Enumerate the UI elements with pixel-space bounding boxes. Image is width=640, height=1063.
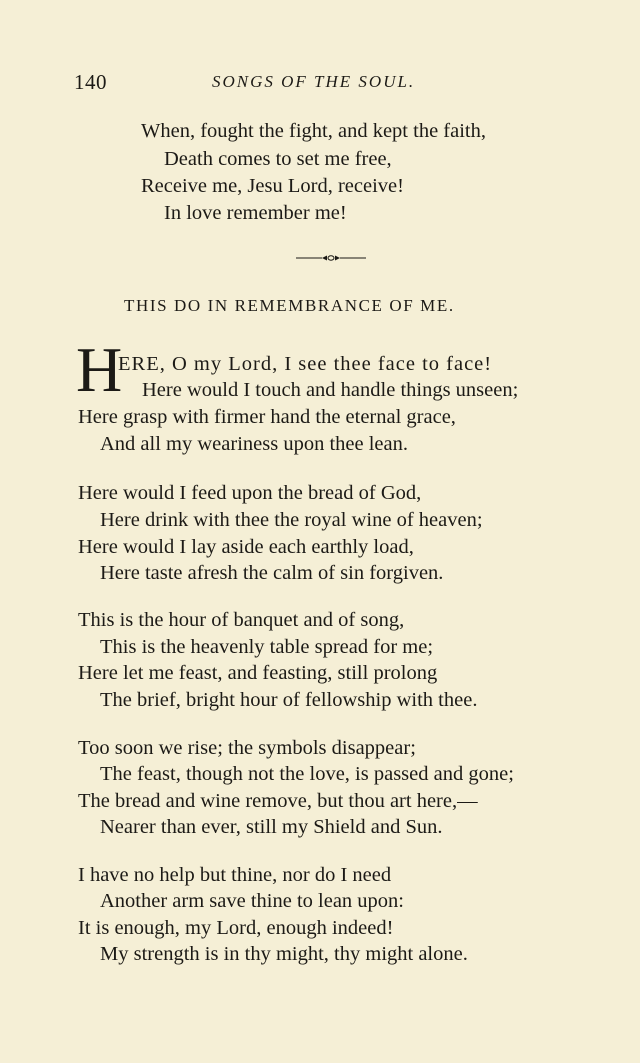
poem-line: My strength is in thy might, thy might alone.: [100, 943, 468, 965]
poem-line: It is enough, my Lord, enough indeed!: [78, 917, 394, 939]
poem-line: The brief, bright hour of fellowship with thee.: [100, 689, 478, 711]
drop-cap: H: [76, 334, 123, 405]
poem-line: And all my weariness upon thee lean.: [100, 433, 408, 455]
section-divider-ornament: [296, 252, 366, 264]
poem-first-line: ERE, O my Lord, I see thee face to face!: [118, 353, 493, 375]
poem-line: This is the hour of banquet and of song,: [78, 609, 405, 631]
previous-poem-line: Receive me, Jesu Lord, receive!: [141, 175, 404, 197]
poem-line: Here let me feast, and feasting, still prolong: [78, 662, 438, 684]
poem-line: Here would I touch and handle things unseen;: [142, 379, 519, 401]
previous-poem-line: Death comes to set me free,: [164, 148, 392, 170]
poem-line: The feast, though not the love, is passed and gone;: [100, 763, 514, 785]
previous-poem-line: In love remember me!: [164, 202, 347, 224]
poem-line: Nearer than ever, still my Shield and Sun.: [100, 816, 443, 838]
poem-line: This is the heavenly table spread for me;: [100, 636, 434, 658]
running-head: SONGS OF THE SOUL.: [212, 72, 416, 91]
poem-title: THIS DO IN REMEMBRANCE OF ME.: [124, 296, 455, 315]
poem-line: Here would I lay aside each earthly load,: [78, 536, 414, 558]
poem-line: Here taste afresh the calm of sin forgiven.: [100, 562, 444, 584]
poem-line: Here would I feed upon the bread of God,: [78, 482, 422, 504]
poem-line: Another arm save thine to lean upon:: [100, 890, 404, 912]
poem-line: Here grasp with firmer hand the eternal grace,: [78, 406, 456, 428]
poem-line: The bread and wine remove, but thou art here,—: [78, 790, 478, 812]
previous-poem-line: When, fought the fight, and kept the faith,: [141, 120, 486, 142]
page-number: 140: [74, 70, 107, 94]
poem-line: Too soon we rise; the symbols disappear;: [78, 737, 416, 759]
poem-line: Here drink with thee the royal wine of heaven;: [100, 509, 483, 531]
poem-line: I have no help but thine, nor do I need: [78, 864, 392, 886]
